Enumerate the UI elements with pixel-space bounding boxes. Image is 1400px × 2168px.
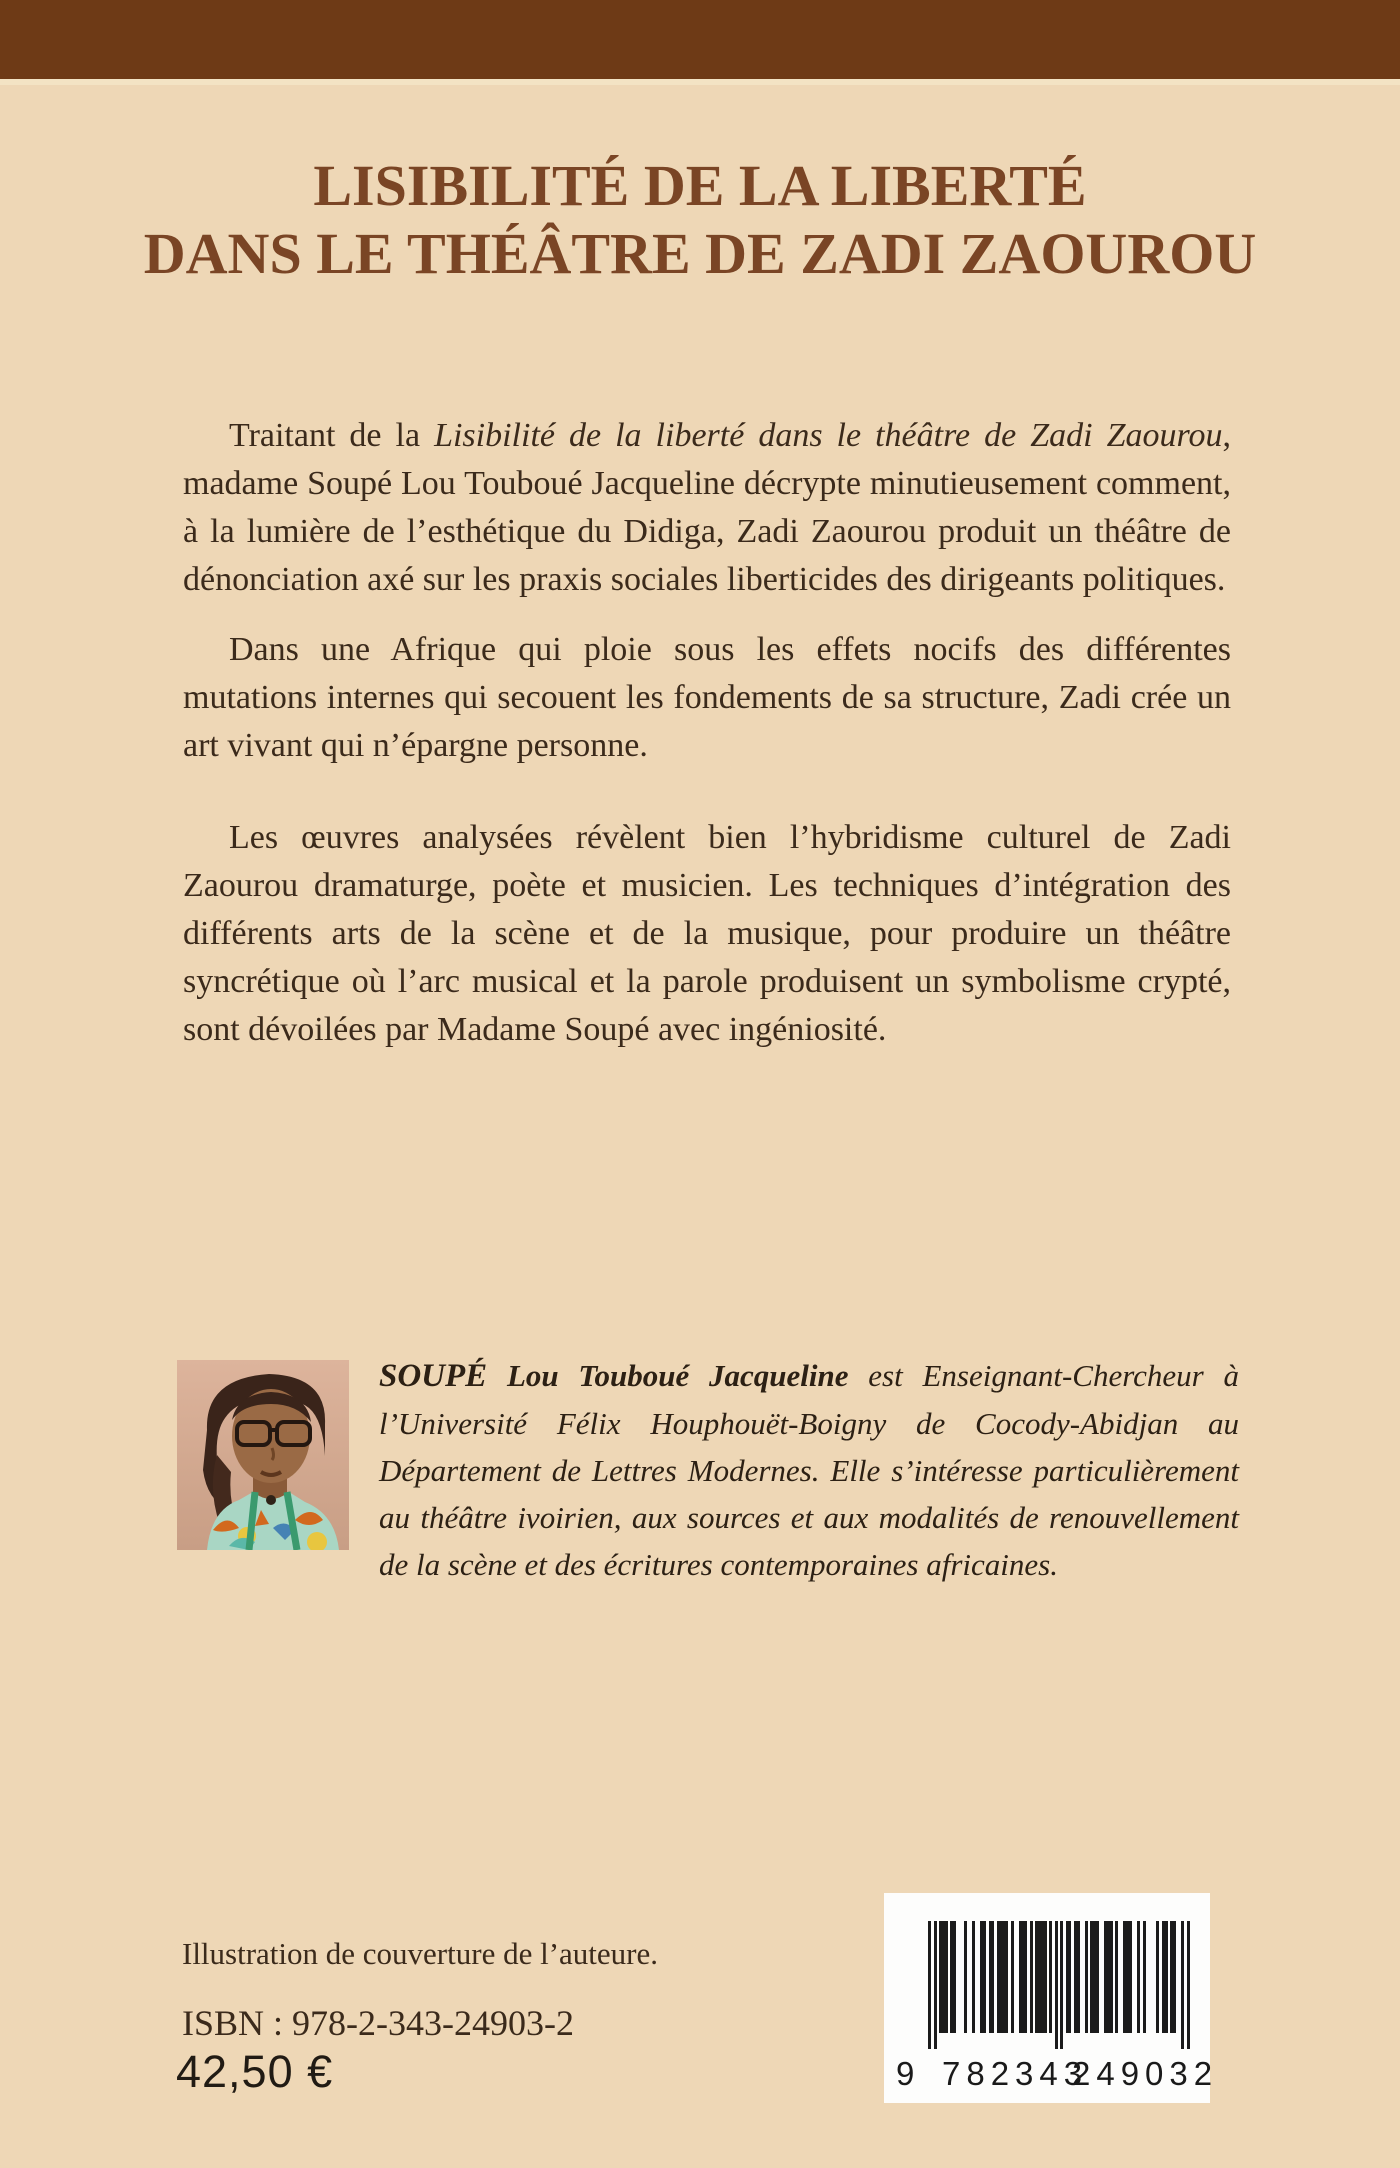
top-spine-bar: [0, 0, 1400, 85]
book-title-line2: DANS LE THÉÂTRE DE ZADI ZAOUROU: [143, 221, 1257, 286]
illustration-credit: Illustration de couverture de l’auteure.: [182, 1936, 658, 1971]
author-bio: [379, 1352, 1239, 1588]
barcode-digit-left: 9: [896, 2055, 915, 2092]
barcode-digit-group1: 782343: [942, 2055, 1089, 2092]
isbn-line: ISBN : 978-2-343-24903-2: [182, 2003, 574, 2043]
barcode-digit-group2: 249032: [1072, 2055, 1219, 2092]
author-bio-body: est Enseignant-Chercheur à l’Université Félix Houphouët-Boigny de Cocody-Abidjan au Département de Lettres Modernes. Elle s’intéresse particulièrement au théâtre ivoirien, aux sources et aux modalités de renouvellement de la scène et des écritures contemporaines africaines.: [379, 1358, 1239, 1582]
synopsis-paragraph-2: Dans une Afrique qui ploie sous les effets nocifs des différentes mutations internes qui secouent les fondements de sa structure, Zadi crée un art vivant qui n’épargne personne.: [183, 631, 1231, 764]
synopsis-paragraph-1: [183, 412, 1231, 604]
barcode-bars: [928, 1921, 1190, 2051]
synopsis-paragraph-3: Les œuvres analysées révèlent bien l’hybridisme culturel de Zadi Zaourou dramaturge, poète et musicien. Les techniques d’intégration des différents arts de la scène et de la musique, pour produire un théâtre syncrétique où l’arc musical et la parole produisent un symbolisme crypté, sont dévoilées par Madame Soupé avec ingéniosité.: [183, 819, 1231, 1048]
author-name-caps: SOUPÉ: [379, 1358, 488, 1394]
author-photo-image: [177, 1360, 349, 1550]
price: 42,50 €: [176, 2046, 334, 2097]
synopsis-p1-intro: Traitant de la: [229, 417, 435, 454]
barcode: [884, 1893, 1219, 2103]
author-photo: [177, 1360, 349, 1550]
book-title: [0, 152, 1400, 288]
synopsis-p1-book-title-italic: Lisibilité de la liberté dans le théâtre de Zadi Zaourou: [434, 417, 1223, 454]
synopsis-p1-rest: , madame Soupé Lou Touboué Jacqueline décrypte minutieusement comment, à la lumière de l’esthétique du Didiga, Zadi Zaourou produit un théâtre de dénonciation axé sur les praxis sociales liberticides des dirigeants politiques.: [183, 417, 1231, 598]
author-name: Lou Touboué Jacqueline: [487, 1358, 849, 1393]
synopsis: [183, 412, 1231, 1076]
book-title-line1: LISIBILITÉ DE LA LIBERTÉ: [313, 153, 1087, 218]
